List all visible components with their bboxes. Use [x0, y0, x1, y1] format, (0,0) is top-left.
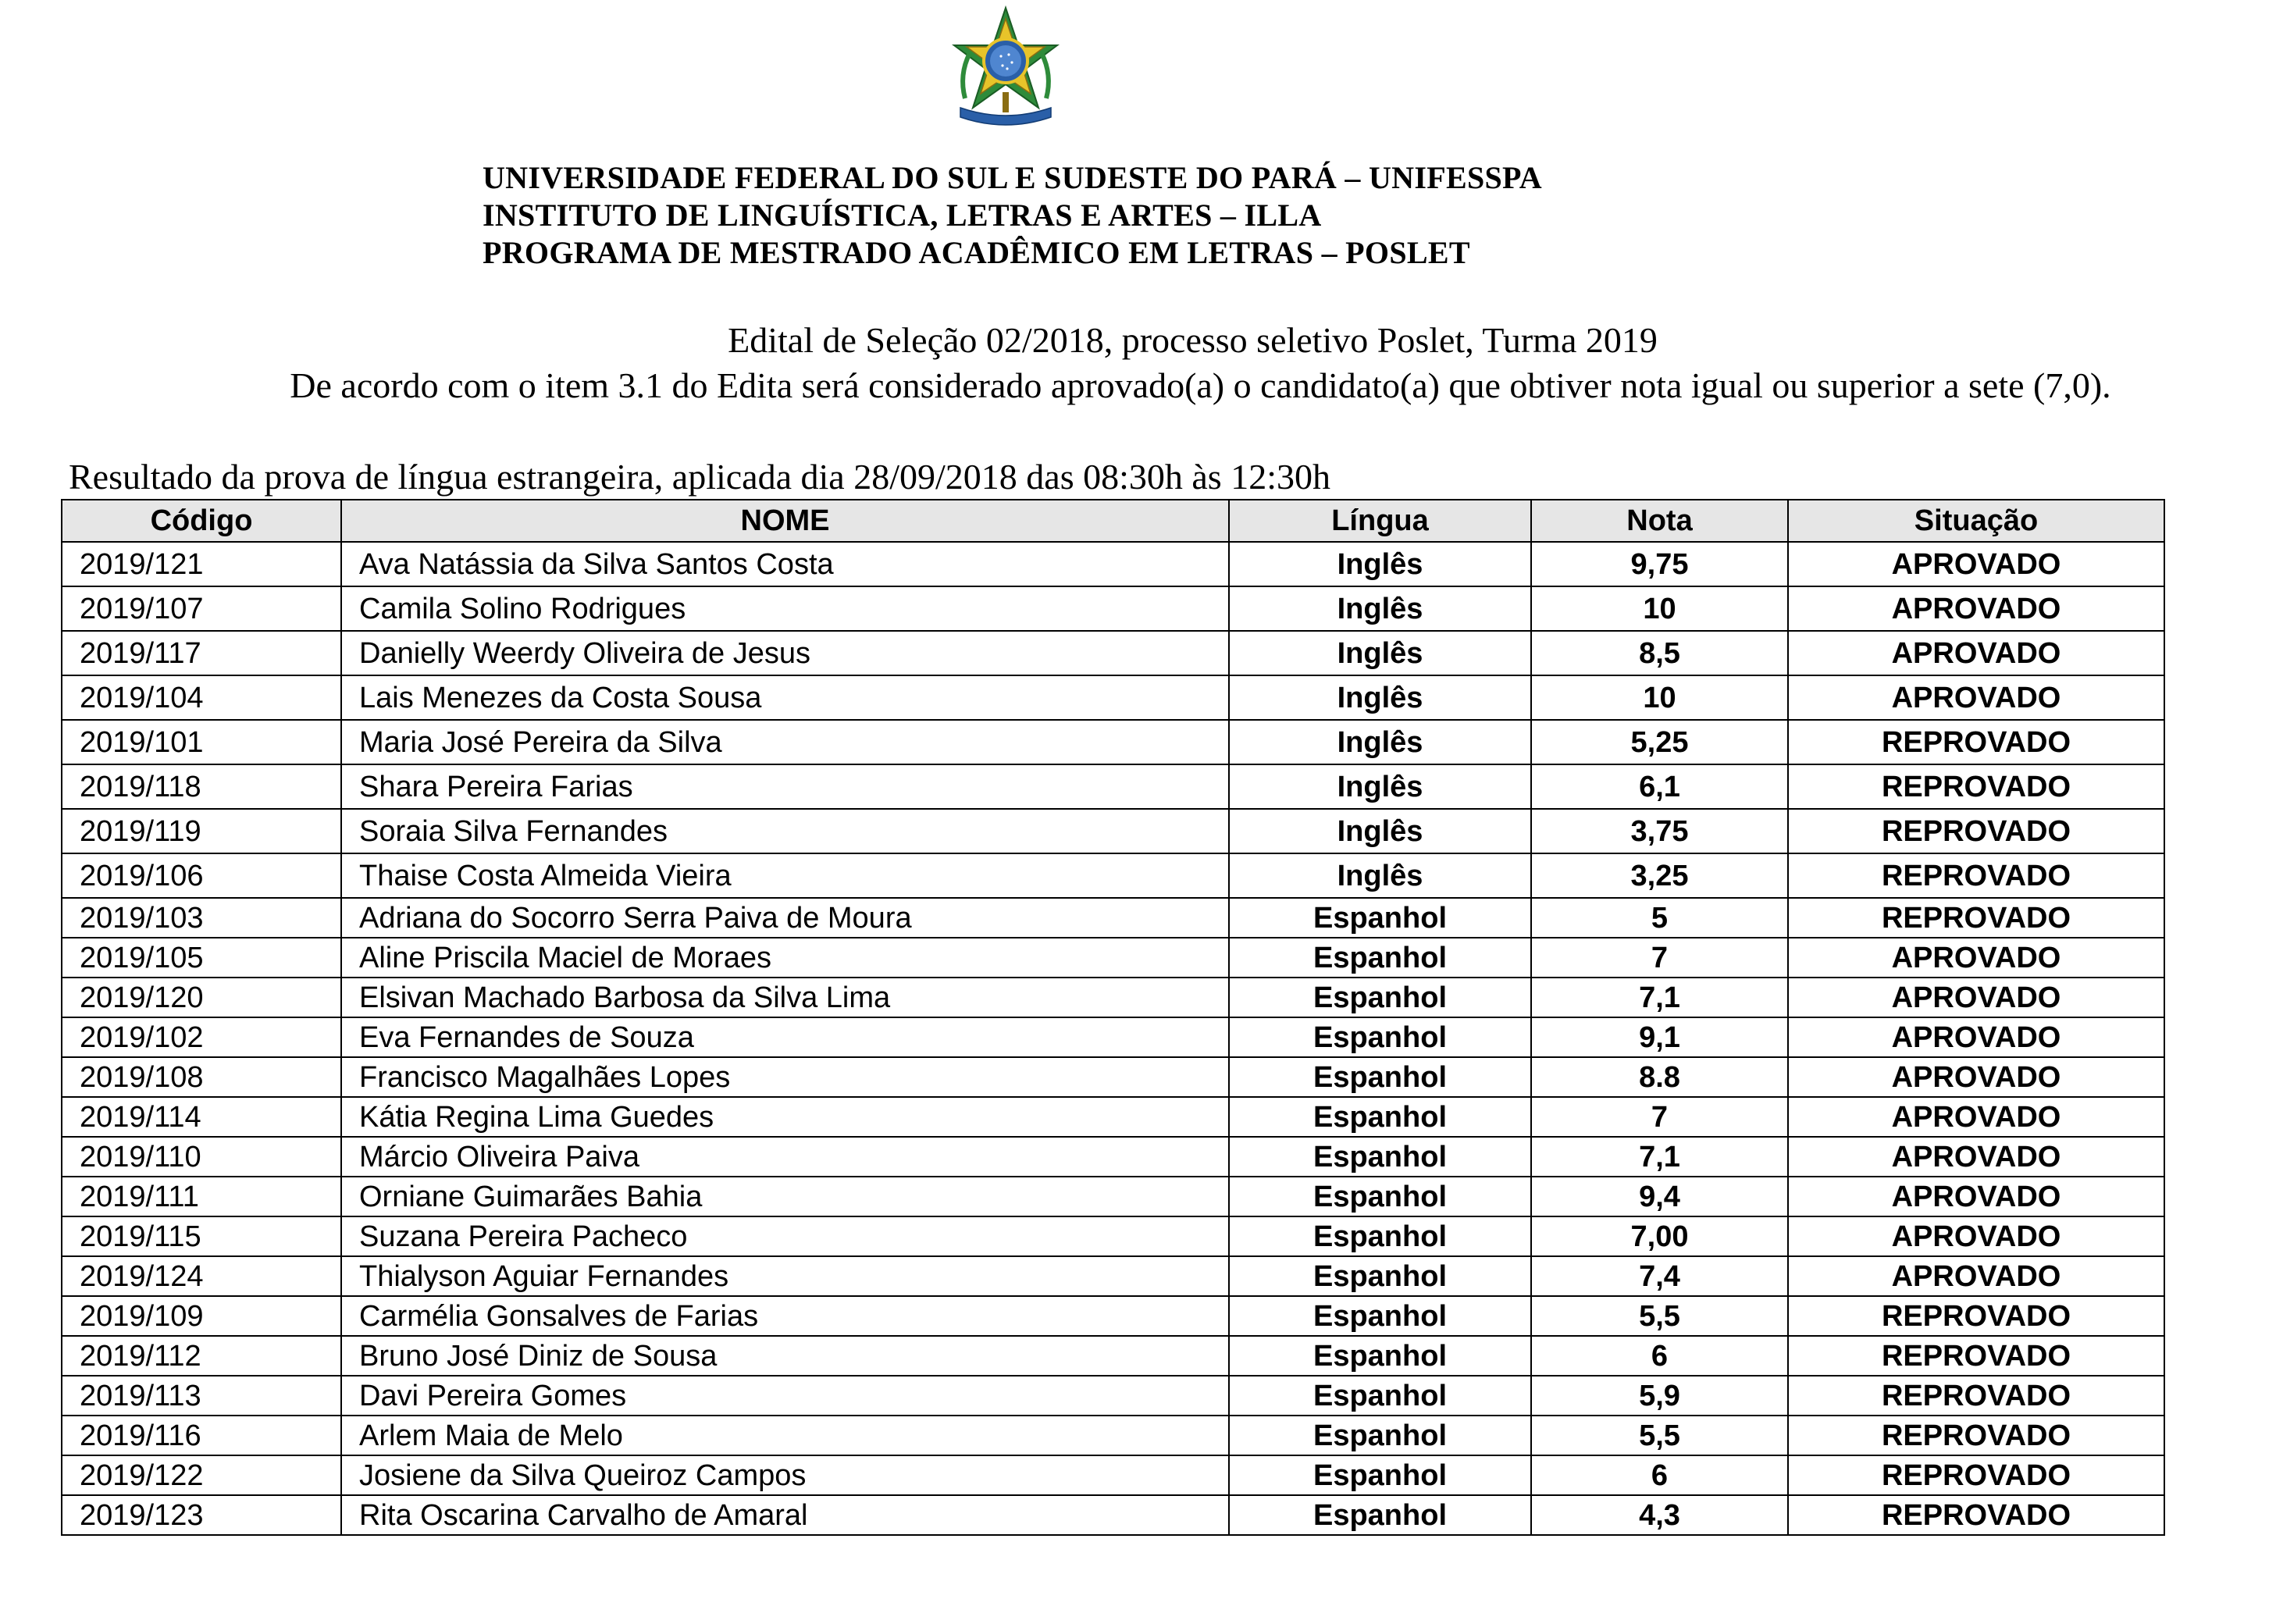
- table-row: [62, 720, 2164, 764]
- cell-codigo: 2019/124: [62, 1256, 341, 1296]
- cell-nota: 10: [1531, 675, 1788, 720]
- table-row: [62, 586, 2164, 631]
- cell-lingua: Espanhol: [1229, 1336, 1531, 1376]
- cell-nota: 7: [1531, 1097, 1788, 1137]
- cell-lingua: Espanhol: [1229, 1216, 1531, 1256]
- table-row: [62, 938, 2164, 978]
- cell-situacao: APROVADO: [1788, 675, 2164, 720]
- cell-situacao: APROVADO: [1788, 1057, 2164, 1097]
- cell-nota: 6: [1531, 1336, 1788, 1376]
- cell-nota: 5,5: [1531, 1416, 1788, 1455]
- cell-codigo: 2019/118: [62, 764, 341, 809]
- table-row: [62, 1137, 2164, 1177]
- cell-situacao: REPROVADO: [1788, 1336, 2164, 1376]
- cell-nome: Josiene da Silva Queiroz Campos: [341, 1455, 1229, 1495]
- table-row: [62, 1336, 2164, 1376]
- cell-situacao: APROVADO: [1788, 586, 2164, 631]
- table-row: [62, 978, 2164, 1017]
- cell-situacao: APROVADO: [1788, 631, 2164, 675]
- cell-nota: 8.8: [1531, 1057, 1788, 1097]
- cell-nota: 7,4: [1531, 1256, 1788, 1296]
- cell-nota: 4,3: [1531, 1495, 1788, 1535]
- cell-lingua: Inglês: [1229, 720, 1531, 764]
- table-row: [62, 1177, 2164, 1216]
- cell-codigo: 2019/110: [62, 1137, 341, 1177]
- cell-lingua: Espanhol: [1229, 1177, 1531, 1216]
- cell-nome: Thaise Costa Almeida Vieira: [341, 853, 1229, 898]
- cell-nome: Aline Priscila Maciel de Moraes: [341, 938, 1229, 978]
- cell-nota: 3,75: [1531, 809, 1788, 853]
- table-row: [62, 1017, 2164, 1057]
- cell-nome: Carmélia Gonsalves de Farias: [341, 1296, 1229, 1336]
- cell-codigo: 2019/102: [62, 1017, 341, 1057]
- cell-nota: 9,75: [1531, 542, 1788, 586]
- table-row: [62, 1296, 2164, 1336]
- cell-lingua: Inglês: [1229, 675, 1531, 720]
- cell-situacao: APROVADO: [1788, 542, 2164, 586]
- cell-nome: Rita Oscarina Carvalho de Amaral: [341, 1495, 1229, 1535]
- approval-rule: De acordo com o item 3.1 do Edita será considerado aprovado(a) o candidato(a) que obtiver nota igual ou superior a sete (7,0).: [290, 365, 2111, 405]
- cell-nome: Elsivan Machado Barbosa da Silva Lima: [341, 978, 1229, 1017]
- column-header-lingua: Língua: [1229, 500, 1531, 542]
- cell-codigo: 2019/119: [62, 809, 341, 853]
- column-header-nome: NOME: [341, 500, 1229, 542]
- cell-nota: 5: [1531, 898, 1788, 938]
- results-table: [61, 499, 2165, 1536]
- cell-situacao: APROVADO: [1788, 978, 2164, 1017]
- table-row: [62, 675, 2164, 720]
- cell-nome: Arlem Maia de Melo: [341, 1416, 1229, 1455]
- institution-header: [483, 159, 1542, 272]
- cell-nome: Shara Pereira Farias: [341, 764, 1229, 809]
- cell-nota: 5,9: [1531, 1376, 1788, 1416]
- cell-lingua: Espanhol: [1229, 1495, 1531, 1535]
- table-row: [62, 631, 2164, 675]
- edital-title: Edital de Seleção 02/2018, processo seletivo Poslet, Turma 2019: [728, 320, 1658, 360]
- cell-nome: Davi Pereira Gomes: [341, 1376, 1229, 1416]
- cell-nome: Francisco Magalhães Lopes: [341, 1057, 1229, 1097]
- cell-nome: Soraia Silva Fernandes: [341, 809, 1229, 853]
- column-header-codigo: Código: [62, 500, 341, 542]
- cell-situacao: APROVADO: [1788, 1097, 2164, 1137]
- cell-situacao: REPROVADO: [1788, 809, 2164, 853]
- cell-codigo: 2019/122: [62, 1455, 341, 1495]
- cell-lingua: Inglês: [1229, 764, 1531, 809]
- cell-situacao: APROVADO: [1788, 1177, 2164, 1216]
- cell-lingua: Espanhol: [1229, 978, 1531, 1017]
- table-row: [62, 1097, 2164, 1137]
- cell-nome: Márcio Oliveira Paiva: [341, 1137, 1229, 1177]
- cell-situacao: APROVADO: [1788, 938, 2164, 978]
- table-row: [62, 809, 2164, 853]
- table-row: [62, 1455, 2164, 1495]
- cell-codigo: 2019/114: [62, 1097, 341, 1137]
- cell-nome: Danielly Weerdy Oliveira de Jesus: [341, 631, 1229, 675]
- brazil-coat-of-arms-icon: [943, 5, 1068, 130]
- cell-codigo: 2019/116: [62, 1416, 341, 1455]
- table-row: [62, 1256, 2164, 1296]
- cell-lingua: Espanhol: [1229, 898, 1531, 938]
- cell-nota: 6,1: [1531, 764, 1788, 809]
- cell-nome: Bruno José Diniz de Sousa: [341, 1336, 1229, 1376]
- cell-lingua: Espanhol: [1229, 1416, 1531, 1455]
- result-title: Resultado da prova de língua estrangeira, aplicada dia 28/09/2018 das 08:30h às 12:30h: [69, 457, 1330, 497]
- table-row: [62, 1495, 2164, 1535]
- cell-situacao: APROVADO: [1788, 1216, 2164, 1256]
- cell-nome: Kátia Regina Lima Guedes: [341, 1097, 1229, 1137]
- cell-codigo: 2019/121: [62, 542, 341, 586]
- cell-nota: 9,4: [1531, 1177, 1788, 1216]
- cell-codigo: 2019/112: [62, 1336, 341, 1376]
- cell-lingua: Inglês: [1229, 586, 1531, 631]
- cell-lingua: Espanhol: [1229, 1137, 1531, 1177]
- cell-nota: 7,00: [1531, 1216, 1788, 1256]
- table-header-row: [62, 500, 2164, 542]
- cell-nota: 5,25: [1531, 720, 1788, 764]
- cell-lingua: Espanhol: [1229, 1376, 1531, 1416]
- cell-situacao: REPROVADO: [1788, 764, 2164, 809]
- cell-lingua: Espanhol: [1229, 1017, 1531, 1057]
- cell-codigo: 2019/104: [62, 675, 341, 720]
- cell-codigo: 2019/120: [62, 978, 341, 1017]
- cell-lingua: Espanhol: [1229, 1256, 1531, 1296]
- cell-codigo: 2019/101: [62, 720, 341, 764]
- cell-codigo: 2019/117: [62, 631, 341, 675]
- cell-nome: Thialyson Aguiar Fernandes: [341, 1256, 1229, 1296]
- cell-lingua: Espanhol: [1229, 1097, 1531, 1137]
- cell-nota: 10: [1531, 586, 1788, 631]
- cell-codigo: 2019/111: [62, 1177, 341, 1216]
- cell-lingua: Espanhol: [1229, 1057, 1531, 1097]
- institute-name: INSTITUTO DE LINGUÍSTICA, LETRAS E ARTES – ILLA: [483, 198, 1322, 233]
- table-row: [62, 898, 2164, 938]
- cell-codigo: 2019/113: [62, 1376, 341, 1416]
- cell-nome: Camila Solino Rodrigues: [341, 586, 1229, 631]
- cell-nome: Eva Fernandes de Souza: [341, 1017, 1229, 1057]
- cell-nota: 7: [1531, 938, 1788, 978]
- cell-lingua: Inglês: [1229, 853, 1531, 898]
- cell-nota: 7,1: [1531, 1137, 1788, 1177]
- column-header-nota: Nota: [1531, 500, 1788, 542]
- cell-nome: Suzana Pereira Pacheco: [341, 1216, 1229, 1256]
- table-row: [62, 1216, 2164, 1256]
- column-header-situacao: Situação: [1788, 500, 2164, 542]
- cell-codigo: 2019/115: [62, 1216, 341, 1256]
- cell-situacao: REPROVADO: [1788, 1296, 2164, 1336]
- university-name: UNIVERSIDADE FEDERAL DO SUL E SUDESTE DO PARÁ – UNIFESSPA: [483, 160, 1542, 195]
- cell-situacao: REPROVADO: [1788, 1495, 2164, 1535]
- cell-nota: 7,1: [1531, 978, 1788, 1017]
- cell-nome: Orniane Guimarães Bahia: [341, 1177, 1229, 1216]
- cell-codigo: 2019/107: [62, 586, 341, 631]
- cell-nome: Adriana do Socorro Serra Paiva de Moura: [341, 898, 1229, 938]
- table-row: [62, 764, 2164, 809]
- cell-situacao: REPROVADO: [1788, 1455, 2164, 1495]
- cell-codigo: 2019/103: [62, 898, 341, 938]
- cell-nota: 5,5: [1531, 1296, 1788, 1336]
- cell-lingua: Espanhol: [1229, 1455, 1531, 1495]
- cell-codigo: 2019/105: [62, 938, 341, 978]
- program-name: PROGRAMA DE MESTRADO ACADÊMICO EM LETRAS – POSLET: [483, 235, 1470, 270]
- cell-nota: 8,5: [1531, 631, 1788, 675]
- cell-nota: 9,1: [1531, 1017, 1788, 1057]
- cell-lingua: Espanhol: [1229, 938, 1531, 978]
- cell-nota: 3,25: [1531, 853, 1788, 898]
- cell-situacao: APROVADO: [1788, 1017, 2164, 1057]
- cell-nome: Ava Natássia da Silva Santos Costa: [341, 542, 1229, 586]
- table-row: [62, 542, 2164, 586]
- cell-lingua: Inglês: [1229, 631, 1531, 675]
- cell-codigo: 2019/108: [62, 1057, 341, 1097]
- cell-situacao: REPROVADO: [1788, 1416, 2164, 1455]
- cell-situacao: REPROVADO: [1788, 720, 2164, 764]
- cell-situacao: APROVADO: [1788, 1256, 2164, 1296]
- cell-codigo: 2019/123: [62, 1495, 341, 1535]
- table-row: [62, 1057, 2164, 1097]
- cell-nota: 6: [1531, 1455, 1788, 1495]
- table-row: [62, 1376, 2164, 1416]
- cell-situacao: REPROVADO: [1788, 1376, 2164, 1416]
- table-row: [62, 853, 2164, 898]
- cell-codigo: 2019/109: [62, 1296, 341, 1336]
- cell-situacao: APROVADO: [1788, 1137, 2164, 1177]
- cell-situacao: REPROVADO: [1788, 898, 2164, 938]
- cell-nome: Maria José Pereira da Silva: [341, 720, 1229, 764]
- table-row: [62, 1416, 2164, 1455]
- cell-lingua: Inglês: [1229, 809, 1531, 853]
- cell-lingua: Espanhol: [1229, 1296, 1531, 1336]
- cell-lingua: Inglês: [1229, 542, 1531, 586]
- cell-nome: Lais Menezes da Costa Sousa: [341, 675, 1229, 720]
- cell-situacao: REPROVADO: [1788, 853, 2164, 898]
- results-body: [62, 542, 2164, 1535]
- cell-codigo: 2019/106: [62, 853, 341, 898]
